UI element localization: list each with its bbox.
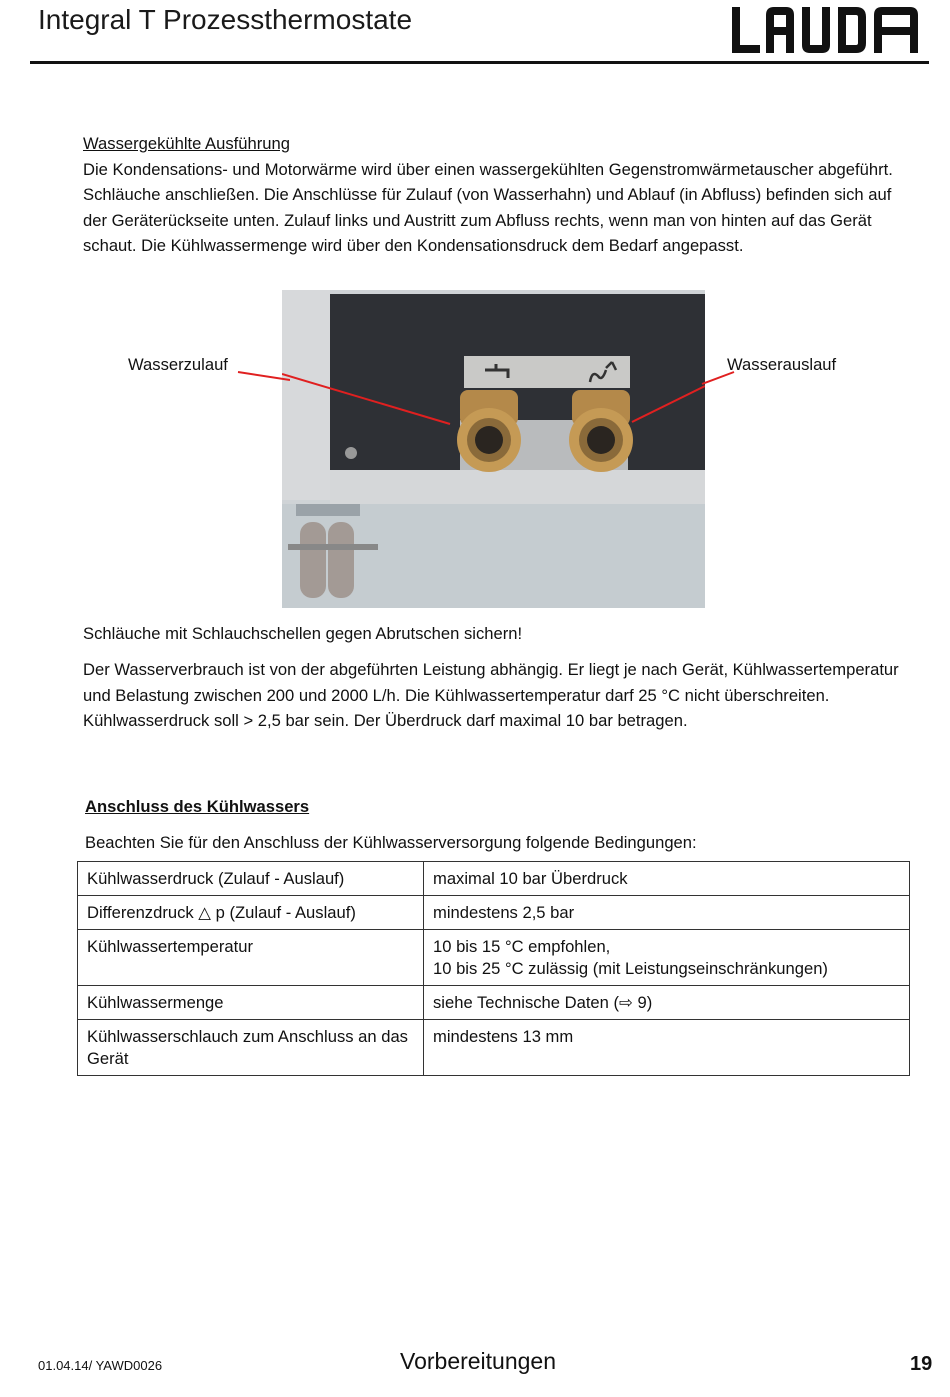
inlet-fitting (457, 390, 521, 472)
value-cell: maximal 10 bar Überdruck (424, 862, 910, 896)
footer-chapter: Vorbereitungen (400, 1348, 557, 1374)
table-row (78, 862, 910, 896)
value-cell (424, 930, 910, 986)
water-cooled-body: Die Kondensations- und Motorwärme wird über einen wassergekühlten Gegenstromwärmetauscher abgeführt. Schläuche anschließen. Die Anschlüsse für Zulauf (von Wasserhahn) und Ablauf (in Abfluss) befinden sich auf der Geräterückseite unten. Zulauf links und Austritt zum Abfluss rechts, wenn man von hinten auf das Gerät schaut. Die Kühlwassermenge wird über den Kondensationsdruck dem Bedarf angepasst. (83, 159, 893, 255)
value-line: 10 bis 25 °C zulässig (mit Leistungseinschränkungen) (433, 959, 828, 978)
value-cell: siehe Technische Daten (⇨ 9) (424, 986, 910, 1020)
label-water-inlet: Wasserzulauf (128, 355, 228, 374)
water-cooled-heading: Wassergekühlte Ausführung (83, 134, 290, 153)
connection-intro: Beachten Sie für den Anschluss der Kühlwasserversorgung folgende Bedingungen: (85, 833, 697, 852)
water-consumption-text: Der Wasserverbrauch ist von der abgeführten Leistung abhängig. Er liegt je nach Gerät, Kühlwassertemperatur und Belastung zwischen 200 und 2000 L/h. Die Kühlwassertemperatur darf 25 °C nicht überschreiten. Kühlwasserdruck soll > 2,5 bar sein. Der Überdruck darf maximal 10 bar betragen. (83, 660, 899, 730)
connection-heading: Anschluss des Kühlwassers (85, 797, 310, 816)
label-water-outlet: Wasserauslauf (727, 355, 837, 374)
header-divider (30, 61, 929, 64)
value-cell: mindestens 2,5 bar (424, 896, 910, 930)
param-cell: Kühlwasserschlauch zum Anschluss an das Gerät (78, 1020, 424, 1076)
table-row (78, 1020, 910, 1076)
outlet-fitting (569, 390, 633, 472)
leader-line-left (230, 368, 290, 388)
param-cell: Kühlwasserdruck (Zulauf - Auslauf) (78, 862, 424, 896)
table-row (78, 930, 910, 986)
param-cell: Differenzdruck △ p (Zulauf - Auslauf) (78, 896, 424, 930)
value-line: 10 bis 15 °C empfohlen, (433, 937, 611, 956)
footer-doc-id: 01.04.14/ YAWD0026 (38, 1358, 163, 1373)
cooling-water-requirements-table (77, 861, 910, 1076)
lauda-logo (730, 5, 920, 55)
value-cell: mindestens 13 mm (424, 1020, 910, 1076)
document-title: Integral T Prozessthermostate (38, 4, 413, 35)
table-row (78, 986, 910, 1020)
hose-clamp-warning: Schläuche mit Schlauchschellen gegen Abrutschen sichern! (83, 624, 523, 643)
param-cell: Kühlwassertemperatur (78, 930, 424, 986)
water-cooled-section (83, 131, 903, 259)
page-number: 19 (910, 1353, 933, 1375)
param-cell: Kühlwassermenge (78, 986, 424, 1020)
connection-photo (282, 290, 705, 608)
table-row (78, 896, 910, 930)
